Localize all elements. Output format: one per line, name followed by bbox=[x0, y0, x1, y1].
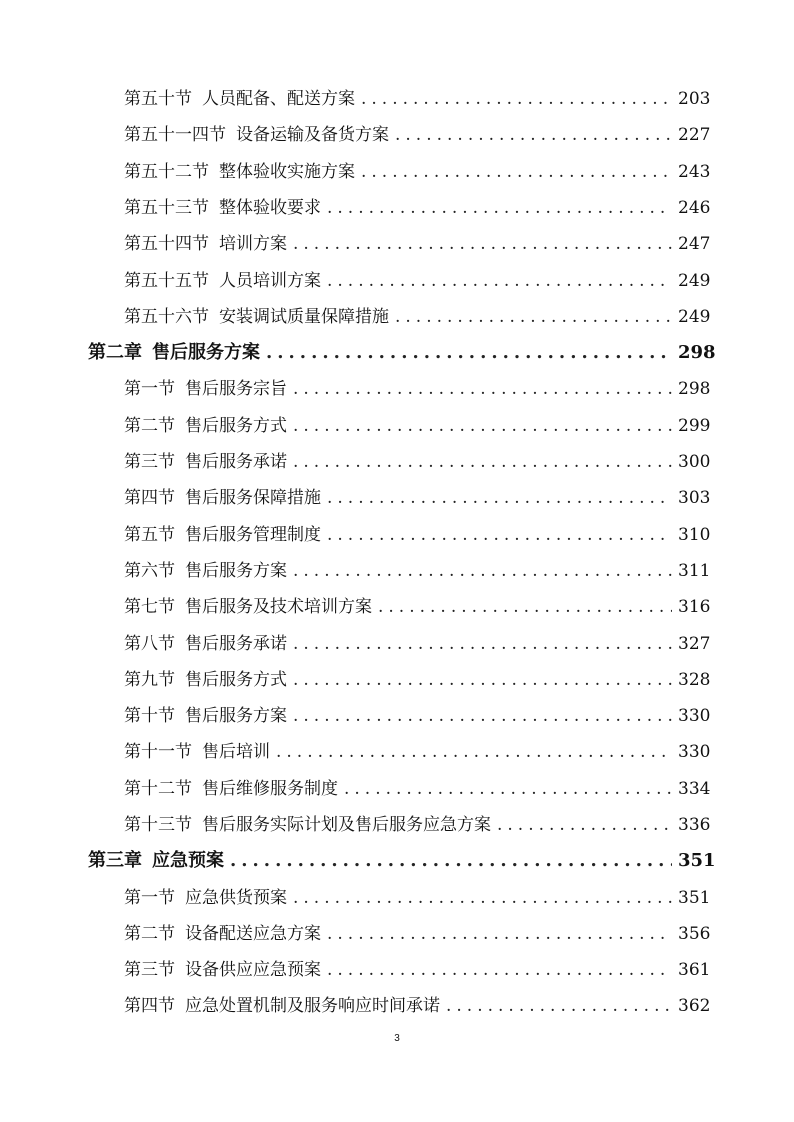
toc-entry-title: 应急预案 bbox=[152, 850, 224, 871]
toc-dot-leader bbox=[293, 667, 672, 693]
toc-section-row[interactable] bbox=[124, 122, 711, 148]
toc-entry-title: 售后服务方案 bbox=[152, 342, 260, 363]
toc-dot-leader bbox=[293, 703, 672, 729]
toc-entry-page: 310 bbox=[678, 525, 711, 545]
toc-entry-number: 第五十一四节 bbox=[124, 125, 226, 145]
toc-entry-number: 第五十六节 bbox=[124, 307, 209, 327]
toc-entry-number: 第十二节 bbox=[124, 779, 192, 799]
toc-entry-title: 售后服务方案 bbox=[185, 561, 287, 581]
toc-dot-leader bbox=[266, 340, 672, 366]
toc-entry-title: 设备配送应急方案 bbox=[185, 924, 321, 944]
toc-section-row[interactable] bbox=[124, 195, 711, 221]
toc-entry-page: 298 bbox=[678, 342, 716, 363]
toc-entry-title: 整体验收实施方案 bbox=[219, 162, 355, 182]
toc-entry-title: 售后服务承诺 bbox=[185, 452, 287, 472]
toc-entry-page: 327 bbox=[678, 634, 711, 654]
toc-entry-number: 第十节 bbox=[124, 706, 175, 726]
toc-entry-number: 第十一节 bbox=[124, 742, 192, 762]
toc-section-row[interactable] bbox=[124, 413, 711, 439]
toc-entry-page: 249 bbox=[678, 307, 711, 327]
toc-entry-title: 人员培训方案 bbox=[219, 271, 321, 291]
toc-entry-page: 336 bbox=[678, 815, 711, 835]
toc-entry-number: 第四节 bbox=[124, 488, 175, 508]
toc-section-row[interactable] bbox=[124, 485, 711, 511]
toc-entry-page: 299 bbox=[678, 416, 711, 436]
toc-dot-leader bbox=[293, 376, 672, 402]
toc-dot-leader bbox=[327, 957, 672, 983]
toc-entry-page: 356 bbox=[678, 924, 711, 944]
footer-page-number: 3 bbox=[394, 1033, 400, 1044]
toc-section-row[interactable] bbox=[124, 703, 711, 729]
toc-entry-number: 第二节 bbox=[124, 416, 175, 436]
toc-entry-title: 安装调试质量保障措施 bbox=[219, 307, 389, 327]
toc-entry-page: 311 bbox=[678, 561, 711, 581]
toc-dot-leader bbox=[230, 848, 672, 874]
toc-entry-number: 第一节 bbox=[124, 379, 175, 399]
toc-entry-number: 第五十五节 bbox=[124, 271, 209, 291]
toc-entry-title: 售后服务方式 bbox=[185, 416, 287, 436]
toc-dot-leader bbox=[327, 522, 672, 548]
toc-entry-title: 售后服务承诺 bbox=[185, 634, 287, 654]
toc-dot-leader bbox=[293, 885, 672, 911]
toc-entry-title: 应急处置机制及服务响应时间承诺 bbox=[185, 996, 440, 1016]
toc-entry-title: 售后维修服务制度 bbox=[202, 779, 338, 799]
toc-entry-number: 第五节 bbox=[124, 525, 175, 545]
toc-entry-title: 售后服务方案 bbox=[185, 706, 287, 726]
toc-entry-page: 203 bbox=[678, 89, 711, 109]
toc-entry-title: 售后服务管理制度 bbox=[185, 525, 321, 545]
toc-section-row[interactable] bbox=[124, 159, 711, 185]
toc-dot-leader bbox=[293, 558, 672, 584]
toc-section-row[interactable] bbox=[124, 667, 711, 693]
toc-entry-page: 330 bbox=[678, 742, 711, 762]
toc-entry-title: 售后服务宗旨 bbox=[185, 379, 287, 399]
toc-entry-page: 330 bbox=[678, 706, 711, 726]
toc-entry-page: 249 bbox=[678, 271, 711, 291]
toc-entry-page: 300 bbox=[678, 452, 711, 472]
toc-dot-leader bbox=[327, 921, 672, 947]
toc-dot-leader bbox=[293, 413, 672, 439]
toc-section-row[interactable] bbox=[124, 957, 711, 983]
toc-dot-leader bbox=[395, 122, 672, 148]
toc-entry-page: 246 bbox=[678, 198, 711, 218]
toc-chapter-row[interactable] bbox=[88, 340, 716, 366]
toc-entry-title: 售后服务及技术培训方案 bbox=[185, 597, 372, 617]
toc-section-row[interactable] bbox=[124, 812, 711, 838]
toc-section-row[interactable] bbox=[124, 522, 711, 548]
toc-entry-title: 售后服务实际计划及售后服务应急方案 bbox=[202, 815, 491, 835]
toc-dot-leader bbox=[344, 776, 672, 802]
toc-dot-leader bbox=[327, 268, 672, 294]
toc-entry-number: 第五十节 bbox=[124, 89, 192, 109]
toc-section-row[interactable] bbox=[124, 739, 711, 765]
toc-section-row[interactable] bbox=[124, 631, 711, 657]
toc-entry-number: 第十三节 bbox=[124, 815, 192, 835]
toc-entry-page: 351 bbox=[678, 888, 711, 908]
toc-dot-leader bbox=[378, 594, 672, 620]
toc-entry-number: 第三章 bbox=[88, 850, 142, 871]
toc-entry-page: 303 bbox=[678, 488, 711, 508]
toc-entry-number: 第三节 bbox=[124, 452, 175, 472]
toc-entry-page: 361 bbox=[678, 960, 711, 980]
toc-section-row[interactable] bbox=[124, 376, 711, 402]
toc-entry-page: 316 bbox=[678, 597, 711, 617]
toc-dot-leader bbox=[293, 449, 672, 475]
toc-section-row[interactable] bbox=[124, 231, 711, 257]
toc-section-row[interactable] bbox=[124, 993, 711, 1019]
toc-entry-title: 应急供货预案 bbox=[185, 888, 287, 908]
toc-dot-leader bbox=[293, 231, 672, 257]
toc-entry-number: 第九节 bbox=[124, 670, 175, 690]
toc-entry-page: 247 bbox=[678, 234, 711, 254]
toc-entry-page: 227 bbox=[678, 125, 711, 145]
toc-section-row[interactable] bbox=[124, 449, 711, 475]
toc-entry-title: 售后服务方式 bbox=[185, 670, 287, 690]
toc-entry-number: 第二节 bbox=[124, 924, 175, 944]
toc-entry-page: 334 bbox=[678, 779, 711, 799]
toc-section-row[interactable] bbox=[124, 86, 711, 112]
toc-section-row[interactable] bbox=[124, 594, 711, 620]
toc-dot-leader bbox=[395, 304, 672, 330]
toc-section-row[interactable] bbox=[124, 558, 711, 584]
toc-entry-title: 设备运输及备货方案 bbox=[236, 125, 389, 145]
toc-entry-page: 328 bbox=[678, 670, 711, 690]
toc-entry-number: 第三节 bbox=[124, 960, 175, 980]
toc-entry-number: 第七节 bbox=[124, 597, 175, 617]
toc-entry-number: 第二章 bbox=[88, 342, 142, 363]
toc-entry-number: 第一节 bbox=[124, 888, 175, 908]
toc-dot-leader bbox=[497, 812, 672, 838]
toc-entry-title: 售后服务保障措施 bbox=[185, 488, 321, 508]
toc-dot-leader bbox=[361, 159, 672, 185]
toc-entry-page: 362 bbox=[678, 996, 711, 1016]
toc-entry-title: 人员配备、配送方案 bbox=[202, 89, 355, 109]
toc-chapter-row[interactable] bbox=[88, 848, 716, 874]
toc-entry-title: 设备供应应急预案 bbox=[185, 960, 321, 980]
toc-entry-title: 培训方案 bbox=[219, 234, 287, 254]
toc-entry-number: 第五十三节 bbox=[124, 198, 209, 218]
toc-entry-number: 第五十四节 bbox=[124, 234, 209, 254]
toc-entry-number: 第五十二节 bbox=[124, 162, 209, 182]
toc-dot-leader bbox=[293, 631, 672, 657]
toc-entry-number: 第八节 bbox=[124, 634, 175, 654]
toc-entry-title: 售后培训 bbox=[202, 742, 270, 762]
toc-entry-page: 351 bbox=[678, 850, 716, 871]
toc-dot-leader bbox=[327, 485, 672, 511]
toc-entry-title: 整体验收要求 bbox=[219, 198, 321, 218]
toc-dot-leader bbox=[446, 993, 672, 1019]
toc-section-row[interactable] bbox=[124, 304, 711, 330]
toc-entry-number: 第四节 bbox=[124, 996, 175, 1016]
toc-section-row[interactable] bbox=[124, 885, 711, 911]
toc-entry-number: 第六节 bbox=[124, 561, 175, 581]
toc-entry-page: 243 bbox=[678, 162, 711, 182]
toc-dot-leader bbox=[327, 195, 672, 221]
toc-section-row[interactable] bbox=[124, 268, 711, 294]
toc-dot-leader bbox=[276, 739, 672, 765]
toc-section-row[interactable] bbox=[124, 776, 711, 802]
toc-dot-leader bbox=[361, 86, 672, 112]
toc-section-row[interactable] bbox=[124, 921, 711, 947]
toc-entry-page: 298 bbox=[678, 379, 711, 399]
